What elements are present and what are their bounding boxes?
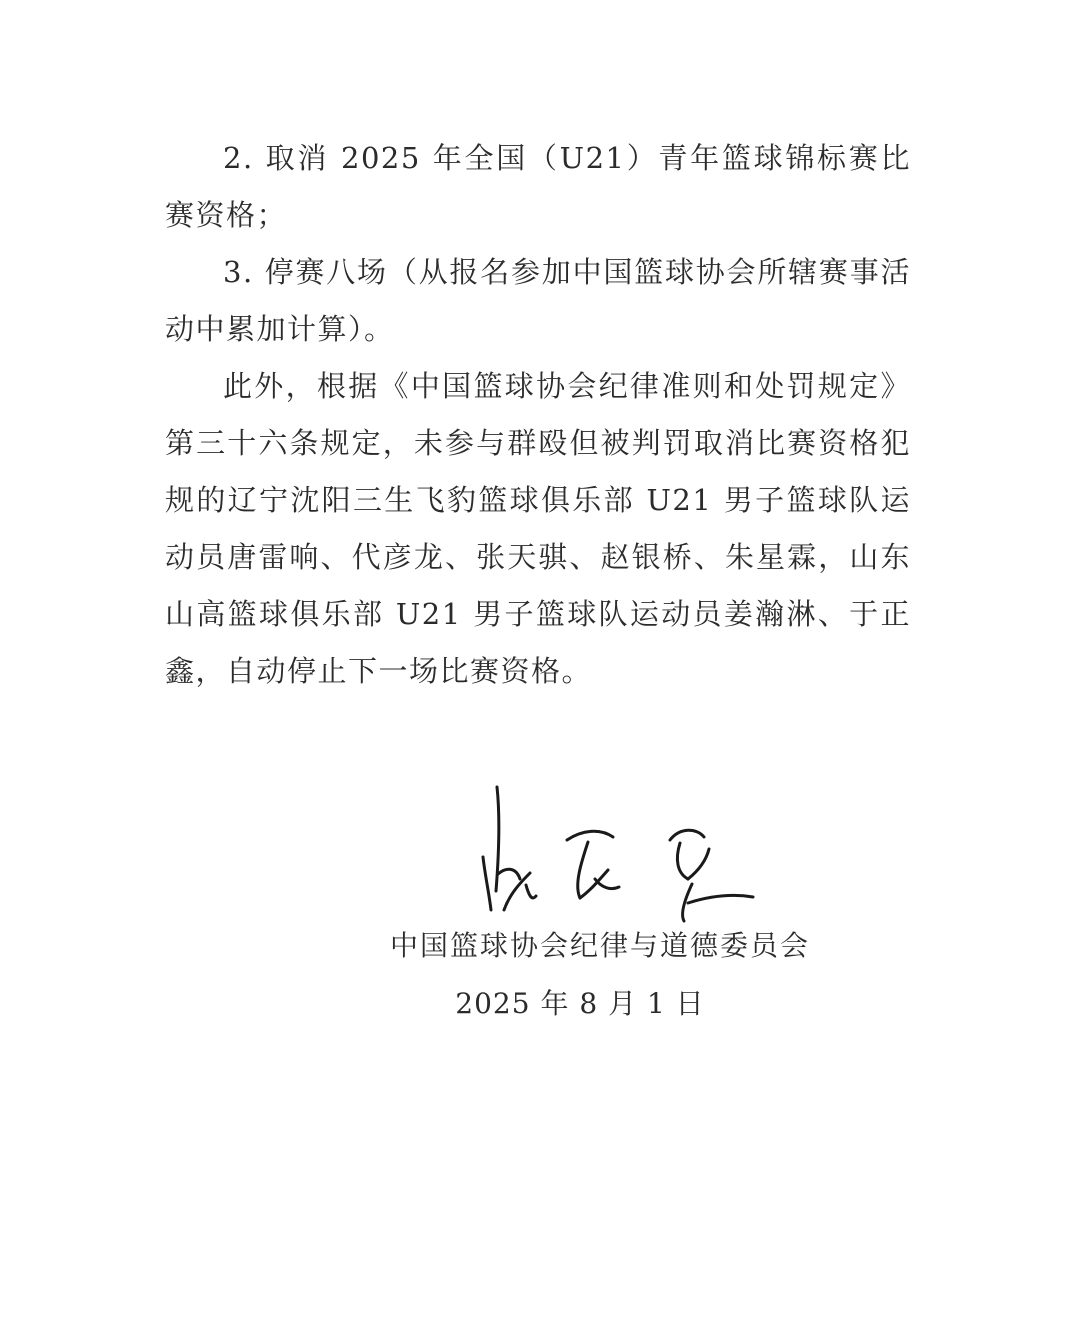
paragraph-item-2: 2. 取消 2025 年全国（U21）青年篮球锦标赛比赛资格； [165, 141, 911, 232]
paragraph-additional-note: 此外，根据《中国篮球协会纪律准则和处罚规定》第三十六条规定，未参与群殴但被判罚取消比赛资格犯规的辽宁沈阳三生飞豹篮球俱乐部 U21 男子篮球队运动员唐雷响、代彦龙、张天骐、赵银桥、朱星霖，山东山高篮球俱乐部 U21 男子篮球队运动员姜瀚淋、于正鑫，自动停止下一场比赛资格。 [165, 369, 911, 688]
issuing-committee: 中国篮球协会纪律与道德委员会 [389, 929, 810, 962]
paragraph-item-3: 3. 停赛八场（从报名参加中国篮球协会所辖赛事活动中累加计算）。 [165, 255, 911, 346]
issue-date: 2025 年 8 月 1 日 [455, 987, 705, 1020]
handwritten-signature [470, 775, 770, 925]
document-body [165, 130, 911, 700]
